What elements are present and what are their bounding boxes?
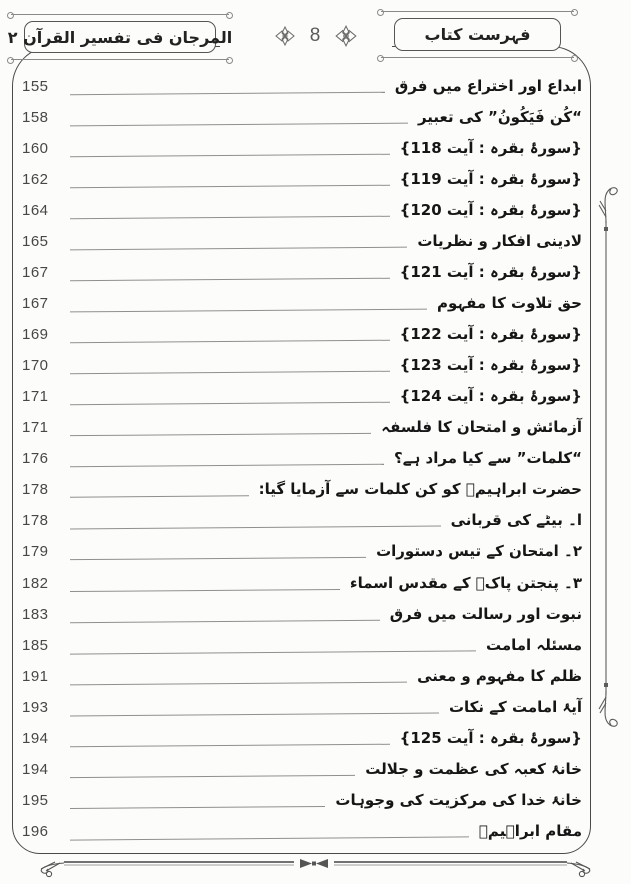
leader-line — [70, 278, 390, 282]
toc-entry-title: {سورۂ بقرہ : آیت 121} — [399, 263, 582, 282]
flourish-line-icon — [11, 59, 229, 60]
toc-entry-title: {سورۂ بقرہ : آیت 119} — [399, 170, 582, 189]
leader-line — [70, 681, 407, 685]
toc-row — [22, 134, 582, 163]
toc-page-number: 169 — [22, 326, 49, 344]
toc-page-number: 155 — [22, 78, 49, 95]
toc-row — [22, 320, 582, 349]
toc-list — [22, 72, 582, 846]
toc-entry-title: خانۂ کعبہ کی عظمت و جلالت — [365, 759, 582, 778]
toc-page-number: 195 — [22, 791, 49, 809]
toc-entry-title: حضرت ابراہیمؑ کو کن کلمات سے آزمایا گیا: — [258, 480, 582, 499]
toc-entry-title: “کلمات” سے کیا مراد ہے؟ — [394, 449, 582, 468]
toc-row — [22, 382, 582, 411]
toc-page-number: 182 — [22, 574, 49, 592]
bowtie-ornament-icon — [300, 859, 328, 868]
toc-entry-title: آزمائش و امتحان کا فلسفہ — [381, 418, 582, 437]
toc-row — [22, 755, 582, 784]
toc-page-number: 185 — [22, 636, 49, 654]
toc-page-number: 158 — [22, 109, 49, 127]
floral-ornament-icon — [334, 24, 358, 48]
toc-entry-title: {سورۂ بقرہ : آیت 125} — [399, 728, 582, 747]
toc-entry-title: نبوت اور رسالت میں فرق — [389, 604, 582, 623]
toc-row — [22, 258, 582, 287]
section-title-box — [394, 18, 561, 51]
leader-line — [70, 743, 390, 747]
toc-page-number: 183 — [22, 605, 49, 623]
leader-line — [70, 464, 384, 467]
toc-row — [22, 631, 582, 660]
toc-row — [22, 506, 582, 535]
leader-line — [70, 433, 371, 436]
toc-page-number: 194 — [22, 760, 49, 778]
leader-line — [70, 775, 355, 778]
toc-entry-title: {سورۂ بقرہ : آیت 122} — [399, 325, 582, 344]
leader-line — [70, 185, 390, 189]
toc-entry-title: ظلم کا مفہوم و معنی — [417, 666, 582, 685]
toc-page-number: 164 — [22, 202, 49, 220]
leader-line — [70, 836, 469, 840]
toc-page-number: 179 — [22, 543, 49, 561]
toc-entry-title: مقام ابراہیمؑ — [478, 821, 582, 840]
toc-entry-title: آیۂ امامت کے نکات — [448, 697, 582, 716]
toc-entry-title: ابداع اور اختراع میں فرق — [394, 77, 582, 95]
toc-row — [22, 413, 582, 442]
toc-page-number: 178 — [22, 512, 49, 530]
floral-ornament-icon — [274, 25, 296, 47]
bottom-rule-ornament-icon — [28, 855, 603, 881]
leader-line — [70, 247, 407, 251]
toc-row — [22, 351, 582, 380]
toc-page-number: 165 — [22, 233, 49, 251]
toc-entry-title: “کُن فَیَکُونُ” کی تعبیر — [417, 108, 582, 127]
toc-page-number: 167 — [22, 264, 49, 282]
flourish-line-icon — [381, 11, 574, 12]
toc-page-number: 178 — [22, 481, 49, 499]
leader-line — [70, 309, 427, 313]
flourish-line-icon — [381, 57, 574, 58]
toc-row — [22, 475, 582, 504]
toc-page-number: 170 — [22, 357, 49, 375]
toc-page-number: 176 — [22, 450, 49, 468]
book-title-box — [7, 21, 233, 53]
toc-page-number: 191 — [22, 667, 49, 685]
toc-row — [22, 537, 582, 566]
toc-page-number: 167 — [22, 295, 49, 313]
leader-line — [70, 154, 390, 158]
toc-entry-title: ۲۔ امتحان کے تیس دستورات — [376, 542, 582, 561]
page-number: 8 — [309, 25, 321, 46]
toc-row — [22, 662, 582, 691]
toc-row — [22, 569, 582, 598]
toc-entry-title: ا۔ بیٹے کی قربانی — [450, 511, 582, 530]
toc-entry-title: {سورۂ بقرہ : آیت 124} — [399, 387, 582, 406]
toc-entry-title: {سورۂ بقرہ : آیت 123} — [399, 356, 582, 375]
toc-entry-title: ۳۔ پنجتن پاکؑ کے مقدس اسماء — [349, 573, 582, 592]
toc-page-number: 194 — [22, 729, 49, 747]
toc-row — [22, 600, 582, 629]
toc-entry-title: {سورۂ بقرہ : آیت 120} — [399, 201, 582, 220]
toc-row — [22, 103, 582, 132]
leader-line — [70, 92, 385, 95]
leader-line — [70, 340, 390, 344]
toc-row — [22, 693, 582, 722]
leader-line — [70, 557, 366, 560]
leader-line — [70, 371, 390, 375]
toc-page-number: 162 — [22, 171, 49, 189]
leader-line — [70, 650, 476, 654]
toc-page-number: 196 — [22, 822, 49, 840]
section-title: فہرست کتاب — [424, 25, 531, 44]
toc-page-number: 193 — [22, 698, 49, 716]
toc-entry-title: {سورۂ بقرہ : آیت 118} — [399, 139, 582, 158]
toc-row — [22, 165, 582, 194]
leader-line — [70, 496, 249, 498]
page-number-group — [258, 20, 374, 52]
side-rule-ornament-icon — [597, 183, 623, 731]
leader-line — [70, 402, 390, 406]
toc-row — [22, 444, 582, 473]
toc-row — [22, 724, 582, 753]
toc-entry-title: حق تلاوت کا مفہوم — [436, 294, 582, 313]
toc-row — [22, 817, 582, 846]
toc-page-number: 171 — [22, 419, 49, 437]
flourish-line-icon — [11, 14, 229, 15]
toc-entry-title: مسئلہ امامت — [485, 635, 582, 654]
toc-row — [22, 72, 582, 101]
leader-line — [70, 526, 441, 530]
toc-page-number: 171 — [22, 388, 49, 406]
book-title: المرجان فی تفسیر القرآن ۲ — [7, 27, 233, 47]
leader-line — [70, 588, 340, 591]
leader-line — [70, 216, 390, 220]
toc-entry-title: خانۂ خدا کی مرکزیت کی وجوہات — [335, 790, 582, 809]
toc-row — [22, 289, 582, 318]
toc-page-number: 160 — [22, 140, 49, 158]
toc-entry-title: لادینی افکار و نظریات — [417, 232, 582, 251]
leader-line — [70, 712, 439, 716]
toc-row — [22, 196, 582, 225]
leader-line — [70, 806, 325, 809]
leader-line — [70, 619, 380, 622]
toc-row — [22, 786, 582, 815]
toc-row — [22, 227, 582, 256]
leader-line — [70, 123, 408, 127]
